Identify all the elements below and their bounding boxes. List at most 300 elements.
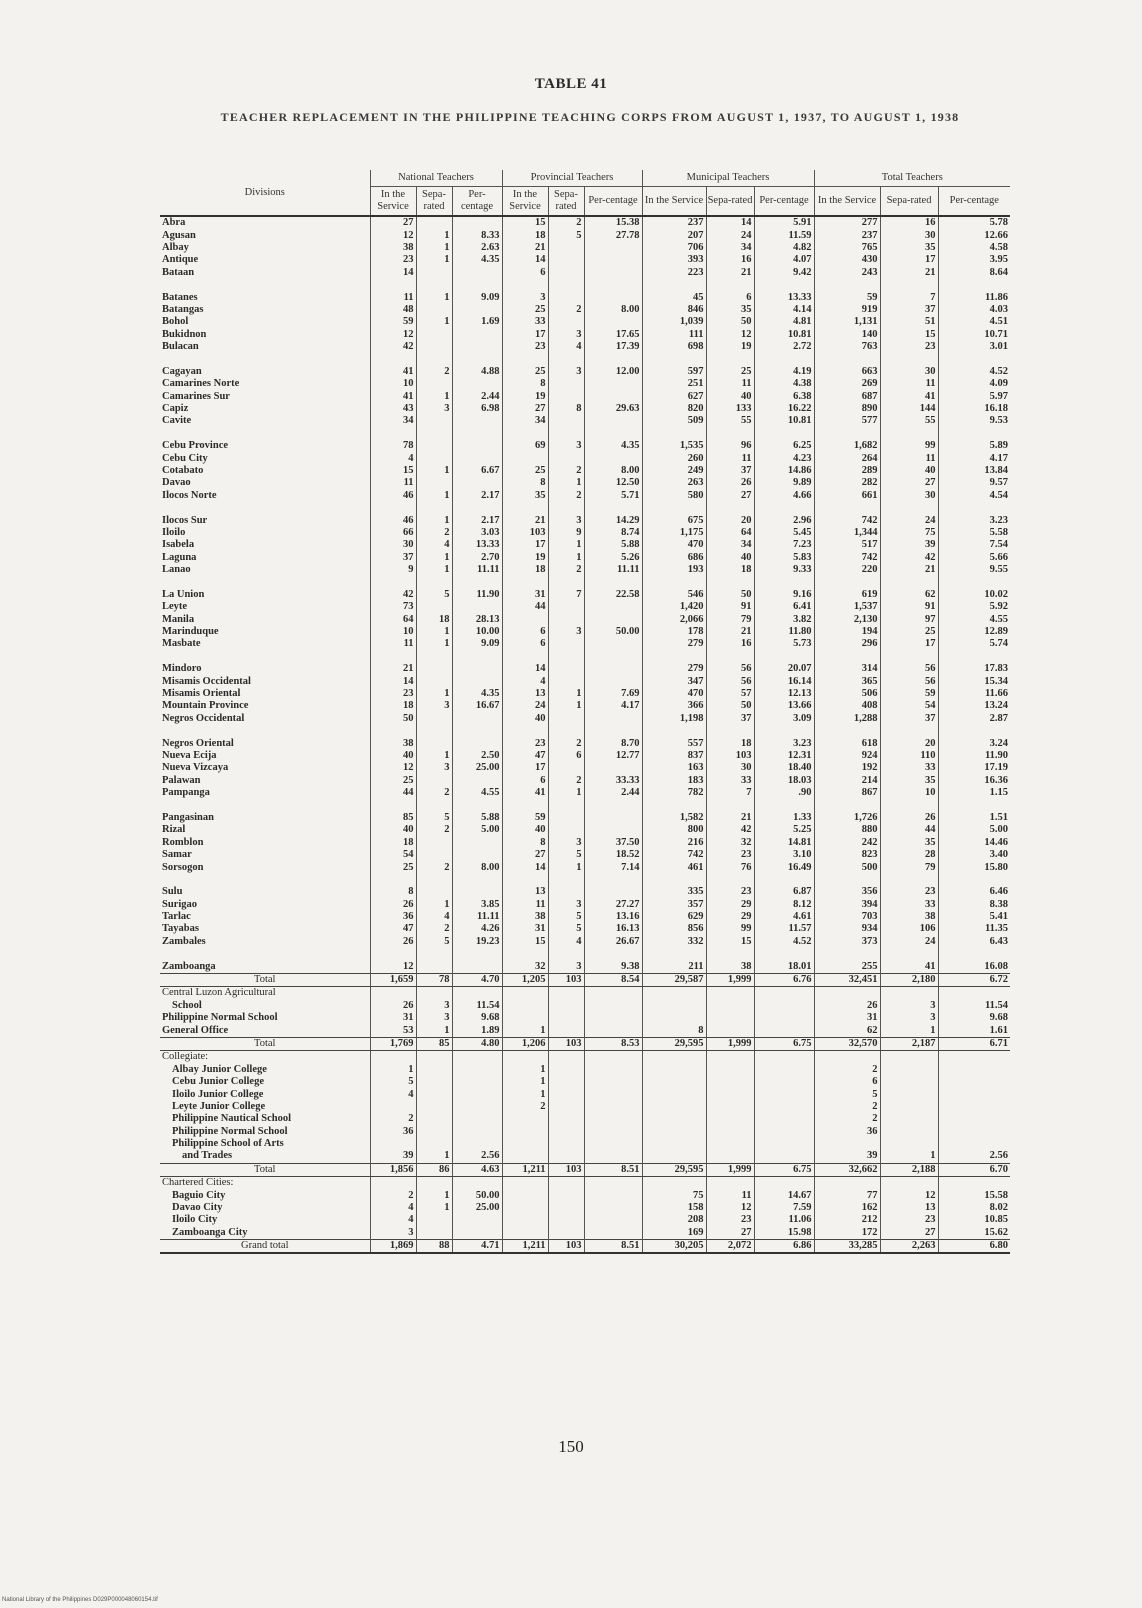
table-row [160, 564, 1010, 576]
value-cell: 23 [880, 886, 938, 898]
value-cell: 88 [416, 1240, 452, 1254]
value-cell: 178 [642, 626, 706, 638]
value-cell: 56 [880, 663, 938, 675]
grand-total-row [160, 1240, 1010, 1254]
table-row [160, 849, 1010, 861]
spacer-row [160, 353, 1010, 365]
value-cell: 619 [814, 589, 880, 601]
value-cell: 279 [642, 663, 706, 675]
value-cell: 4.35 [452, 254, 502, 266]
value-cell [548, 812, 584, 824]
value-cell: 17.39 [584, 341, 642, 353]
value-cell [880, 1064, 938, 1076]
spacer-cell [160, 279, 370, 291]
value-cell: 4.54 [938, 490, 1010, 502]
spacer-cell [880, 353, 938, 365]
value-cell: 3.24 [938, 737, 1010, 749]
value-cell: 25 [502, 366, 548, 378]
value-cell [502, 452, 548, 464]
empty-cell [584, 987, 642, 1000]
value-cell: 50.00 [452, 1189, 502, 1201]
value-cell: 14 [502, 663, 548, 675]
value-cell: 6.46 [938, 886, 1010, 898]
division-name: Philippine School of Arts [172, 1138, 284, 1150]
spacer-cell [880, 279, 938, 291]
table-row [160, 378, 1010, 390]
value-cell: 10 [370, 378, 416, 390]
value-cell [548, 886, 584, 898]
value-cell [584, 1113, 642, 1125]
spacer-cell [938, 651, 1010, 663]
spacer-cell [706, 279, 754, 291]
value-cell [416, 477, 452, 489]
value-cell: 25 [370, 775, 416, 787]
value-cell: 1,659 [370, 973, 416, 986]
table-row [160, 329, 1010, 341]
value-cell: 207 [642, 229, 706, 241]
value-cell: 17 [502, 329, 548, 341]
value-cell: 11 [370, 477, 416, 489]
value-cell: 99 [706, 923, 754, 935]
division-name: Misamis Occidental [162, 675, 251, 687]
spacer-row [160, 874, 1010, 886]
empty-cell [938, 987, 1010, 1000]
value-cell: 85 [416, 1037, 452, 1050]
value-cell [452, 477, 502, 489]
value-cell: 40 [370, 750, 416, 762]
spacer-cell [160, 948, 370, 960]
spacer-cell [814, 279, 880, 291]
value-cell: 6.43 [938, 936, 1010, 948]
value-cell: 4.17 [584, 700, 642, 712]
value-cell: 6.70 [938, 1163, 1010, 1176]
value-cell: 35 [880, 837, 938, 849]
value-cell: 4.66 [754, 490, 814, 502]
value-cell: 42 [880, 552, 938, 564]
spacer-cell [548, 874, 584, 886]
value-cell: 357 [642, 898, 706, 910]
table-row [160, 750, 1010, 762]
value-cell [642, 1012, 706, 1024]
value-cell: 103 [502, 527, 548, 539]
value-cell: 162 [814, 1202, 880, 1214]
spacer-cell [584, 725, 642, 737]
value-cell: 4.03 [938, 304, 1010, 316]
value-cell: 208 [642, 1214, 706, 1226]
value-cell: 6 [548, 750, 584, 762]
value-cell: 44 [502, 601, 548, 613]
value-cell [754, 1138, 814, 1150]
spacer-cell [814, 651, 880, 663]
value-cell [548, 1076, 584, 1088]
value-cell: 15.58 [938, 1189, 1010, 1201]
value-cell: 35 [706, 304, 754, 316]
value-cell: 618 [814, 737, 880, 749]
value-cell: 5.73 [754, 638, 814, 650]
value-cell: 16.14 [754, 675, 814, 687]
spacer-cell [502, 651, 548, 663]
value-cell: 1.89 [452, 1024, 502, 1037]
value-cell: 27 [706, 490, 754, 502]
value-cell: 14.46 [938, 837, 1010, 849]
value-cell: 25 [370, 861, 416, 873]
spacer-cell [370, 948, 416, 960]
division-name: Negros Occidental [162, 712, 245, 724]
value-cell: 27 [370, 216, 416, 229]
value-cell: 23 [502, 737, 548, 749]
value-cell [754, 1064, 814, 1076]
value-cell: 4.55 [938, 614, 1010, 626]
value-cell: 28 [880, 849, 938, 861]
spacer-cell [706, 799, 754, 811]
division-name: School [172, 999, 202, 1011]
value-cell: 837 [642, 750, 706, 762]
value-cell: 29 [706, 911, 754, 923]
group-header-provincial: Provincial Teachers [502, 170, 642, 187]
table-row [160, 267, 1010, 279]
value-cell: 31 [814, 1012, 880, 1024]
spacer-cell [938, 725, 1010, 737]
table-row [160, 291, 1010, 303]
value-cell: 1,205 [502, 973, 548, 986]
value-cell: 5.88 [584, 539, 642, 551]
value-cell: 5.00 [452, 824, 502, 836]
value-cell [416, 216, 452, 229]
value-cell: 158 [642, 1202, 706, 1214]
value-cell [706, 1101, 754, 1113]
value-cell: 23 [706, 849, 754, 861]
value-cell: 30 [880, 366, 938, 378]
spacer-cell [642, 502, 706, 514]
value-cell: 506 [814, 688, 880, 700]
value-cell: 21 [880, 267, 938, 279]
value-cell: 12 [370, 329, 416, 341]
value-cell: 251 [642, 378, 706, 390]
subcolumn-header: Sepa-rated [880, 187, 938, 217]
value-cell: 2.72 [754, 341, 814, 353]
spacer-cell [938, 874, 1010, 886]
value-cell: 50 [706, 316, 754, 328]
value-cell: 14 [370, 267, 416, 279]
value-cell [452, 304, 502, 316]
value-cell [584, 1227, 642, 1240]
value-cell: 4 [416, 911, 452, 923]
division-name: Manila [162, 613, 195, 625]
spacer-cell [814, 799, 880, 811]
value-cell: 1 [416, 465, 452, 477]
value-cell: 16.08 [938, 960, 1010, 973]
value-cell [502, 1012, 548, 1024]
value-cell [584, 824, 642, 836]
value-cell: 6.87 [754, 886, 814, 898]
value-cell: 48 [370, 304, 416, 316]
value-cell: 4.51 [938, 316, 1010, 328]
value-cell: 29,587 [642, 973, 706, 986]
value-cell: 78 [370, 440, 416, 452]
value-cell: 31 [502, 923, 548, 935]
value-cell: 8 [502, 837, 548, 849]
division-name: Bulacan [162, 341, 199, 353]
value-cell [548, 824, 584, 836]
value-cell: 1 [548, 787, 584, 799]
table-row [160, 898, 1010, 910]
value-cell [452, 1076, 502, 1088]
table-row [160, 1101, 1010, 1113]
value-cell: 6 [502, 626, 548, 638]
value-cell: 11.90 [452, 589, 502, 601]
value-cell [452, 415, 502, 427]
division-name: Leyte [162, 601, 188, 613]
value-cell: 12.77 [584, 750, 642, 762]
division-name: Davao [162, 477, 191, 489]
value-cell: 6 [706, 291, 754, 303]
value-cell: 5 [548, 849, 584, 861]
value-cell: 1 [548, 477, 584, 489]
value-cell: 30 [370, 539, 416, 551]
table-row [160, 1202, 1010, 1214]
table-row [160, 465, 1010, 477]
value-cell: 347 [642, 675, 706, 687]
value-cell: 32,570 [814, 1037, 880, 1050]
value-cell: 11 [706, 378, 754, 390]
value-cell: 1.69 [452, 316, 502, 328]
value-cell: 73 [370, 601, 416, 613]
value-cell: 5 [370, 1076, 416, 1088]
table-row [160, 477, 1010, 489]
value-cell: 3.09 [754, 713, 814, 725]
value-cell: 33,285 [814, 1240, 880, 1254]
value-cell: 1 [416, 316, 452, 328]
value-cell: 2 [416, 923, 452, 935]
value-cell: 264 [814, 452, 880, 464]
value-cell: 3 [370, 1227, 416, 1240]
value-cell: 1 [416, 291, 452, 303]
value-cell: 1 [502, 1088, 548, 1100]
value-cell [754, 1113, 814, 1125]
value-cell: 39 [370, 1150, 416, 1163]
value-cell: 26 [880, 812, 938, 824]
table-row [160, 713, 1010, 725]
value-cell: 32,662 [814, 1163, 880, 1176]
table-row [160, 700, 1010, 712]
value-cell: 16 [880, 216, 938, 229]
value-cell: 8 [502, 477, 548, 489]
value-cell: 51 [880, 316, 938, 328]
division-name: Cotabato [162, 465, 204, 476]
value-cell [502, 1189, 548, 1201]
spacer-cell [160, 502, 370, 514]
division-name: Tayabas [162, 923, 199, 935]
value-cell [452, 440, 502, 452]
value-cell: 15 [880, 329, 938, 341]
value-cell: 6 [502, 638, 548, 650]
value-cell: 1,198 [642, 713, 706, 725]
value-cell: 3.95 [938, 254, 1010, 266]
value-cell: 5.71 [584, 490, 642, 502]
value-cell [754, 1024, 814, 1037]
value-cell: 216 [642, 837, 706, 849]
spacer-cell [814, 874, 880, 886]
table-row [160, 539, 1010, 551]
value-cell [754, 1150, 814, 1163]
value-cell: 18.01 [754, 960, 814, 973]
value-cell: 365 [814, 675, 880, 687]
value-cell: 9.16 [754, 589, 814, 601]
value-cell: 1 [880, 1024, 938, 1037]
value-cell: 8.02 [938, 1202, 1010, 1214]
value-cell: 40 [370, 824, 416, 836]
value-cell: 2,072 [706, 1240, 754, 1254]
value-cell [502, 1000, 548, 1012]
value-cell: 11.11 [584, 564, 642, 576]
value-cell [584, 601, 642, 613]
division-name: Bohol [162, 316, 189, 328]
value-cell [584, 267, 642, 279]
value-cell: 4.55 [452, 787, 502, 799]
value-cell [416, 886, 452, 898]
value-cell [584, 1138, 642, 1150]
division-name: Isabela [162, 539, 195, 551]
spacer-cell [584, 279, 642, 291]
table-row [160, 216, 1010, 229]
value-cell [416, 737, 452, 749]
value-cell: 21 [502, 242, 548, 254]
value-cell: 1,582 [642, 812, 706, 824]
value-cell: 77 [814, 1189, 880, 1201]
value-cell: 19 [502, 552, 548, 564]
division-name: Misamis Oriental [162, 688, 241, 700]
value-cell: 27 [880, 477, 938, 489]
value-cell: 103 [548, 1163, 584, 1176]
value-cell: 1,999 [706, 1163, 754, 1176]
value-cell: 4.58 [938, 242, 1010, 254]
spacer-cell [452, 948, 502, 960]
value-cell: 924 [814, 750, 880, 762]
value-cell: 517 [814, 539, 880, 551]
spacer-cell [160, 353, 370, 365]
value-cell: 11.66 [938, 688, 1010, 700]
value-cell [584, 1126, 642, 1138]
value-cell [938, 1076, 1010, 1088]
value-cell [548, 1189, 584, 1201]
spacer-cell [502, 948, 548, 960]
value-cell: 23 [502, 341, 548, 353]
spacer-cell [754, 725, 814, 737]
value-cell [584, 1150, 642, 1163]
value-cell: 2.63 [452, 242, 502, 254]
value-cell: 79 [706, 614, 754, 626]
spacer-cell [502, 502, 548, 514]
value-cell: 5.97 [938, 390, 1010, 402]
value-cell [502, 1126, 548, 1138]
value-cell [416, 849, 452, 861]
value-cell: 4.81 [754, 316, 814, 328]
value-cell: 1.51 [938, 812, 1010, 824]
spacer-cell [370, 576, 416, 588]
value-cell: 34 [706, 242, 754, 254]
value-cell: 17.83 [938, 663, 1010, 675]
value-cell: 8.00 [584, 304, 642, 316]
value-cell [452, 675, 502, 687]
division-name: Cavite [162, 415, 192, 427]
table-subtitle: TEACHER REPLACEMENT IN THE PHILIPPINE TEACHING CORPS FROM AUGUST 1, 1937, TO AUGUST 1, 1938 [220, 110, 960, 124]
value-cell: 26.67 [584, 936, 642, 948]
value-cell: 12 [706, 329, 754, 341]
value-cell: 4.70 [452, 973, 502, 986]
value-cell: 7.14 [584, 861, 642, 873]
value-cell: 5.58 [938, 527, 1010, 539]
table-row [160, 812, 1010, 824]
value-cell [548, 1113, 584, 1125]
spacer-cell [370, 874, 416, 886]
value-cell: 5 [548, 229, 584, 241]
value-cell: 12.66 [938, 229, 1010, 241]
value-cell: 577 [814, 415, 880, 427]
division-name: Bukidnon [162, 328, 207, 340]
spacer-cell [706, 948, 754, 960]
value-cell [548, 254, 584, 266]
value-cell: 10.81 [754, 329, 814, 341]
value-cell: 2 [370, 1113, 416, 1125]
value-cell: 44 [880, 824, 938, 836]
value-cell: 27 [706, 1227, 754, 1240]
value-cell [452, 216, 502, 229]
table-row [160, 1113, 1010, 1125]
value-cell: 38 [502, 911, 548, 923]
empty-cell [814, 987, 880, 1000]
spacer-cell [160, 799, 370, 811]
value-cell: 96 [706, 440, 754, 452]
value-cell: 4.82 [754, 242, 814, 254]
value-cell: 7.23 [754, 539, 814, 551]
value-cell: 28.13 [452, 614, 502, 626]
division-name: Ilocos Sur [162, 514, 208, 526]
table-row [160, 936, 1010, 948]
value-cell: 3 [416, 762, 452, 774]
value-cell: 212 [814, 1214, 880, 1226]
total-row [160, 1163, 1010, 1176]
value-cell: 5.74 [938, 638, 1010, 650]
empty-cell [502, 1051, 548, 1064]
empty-cell [502, 1177, 548, 1190]
value-cell: 249 [642, 465, 706, 477]
value-cell [548, 1227, 584, 1240]
value-cell: 2 [548, 737, 584, 749]
value-cell: 4.88 [452, 366, 502, 378]
value-cell: 24 [880, 514, 938, 526]
value-cell [548, 1150, 584, 1163]
value-cell: 1,999 [706, 1037, 754, 1050]
value-cell: 9 [548, 527, 584, 539]
value-cell: 3 [416, 1000, 452, 1012]
value-cell: 37 [706, 465, 754, 477]
value-cell: 11.57 [754, 923, 814, 935]
spacer-row [160, 948, 1010, 960]
empty-cell [584, 1177, 642, 1190]
spacer-cell [754, 874, 814, 886]
value-cell: 5 [548, 923, 584, 935]
value-cell [548, 1024, 584, 1037]
value-cell: 2.96 [754, 514, 814, 526]
value-cell: 11.11 [452, 911, 502, 923]
table-row [160, 366, 1010, 378]
value-cell [548, 1088, 584, 1100]
value-cell: 2 [548, 465, 584, 477]
value-cell: 1 [416, 626, 452, 638]
empty-cell [548, 987, 584, 1000]
spacer-cell [416, 576, 452, 588]
empty-cell [706, 987, 754, 1000]
